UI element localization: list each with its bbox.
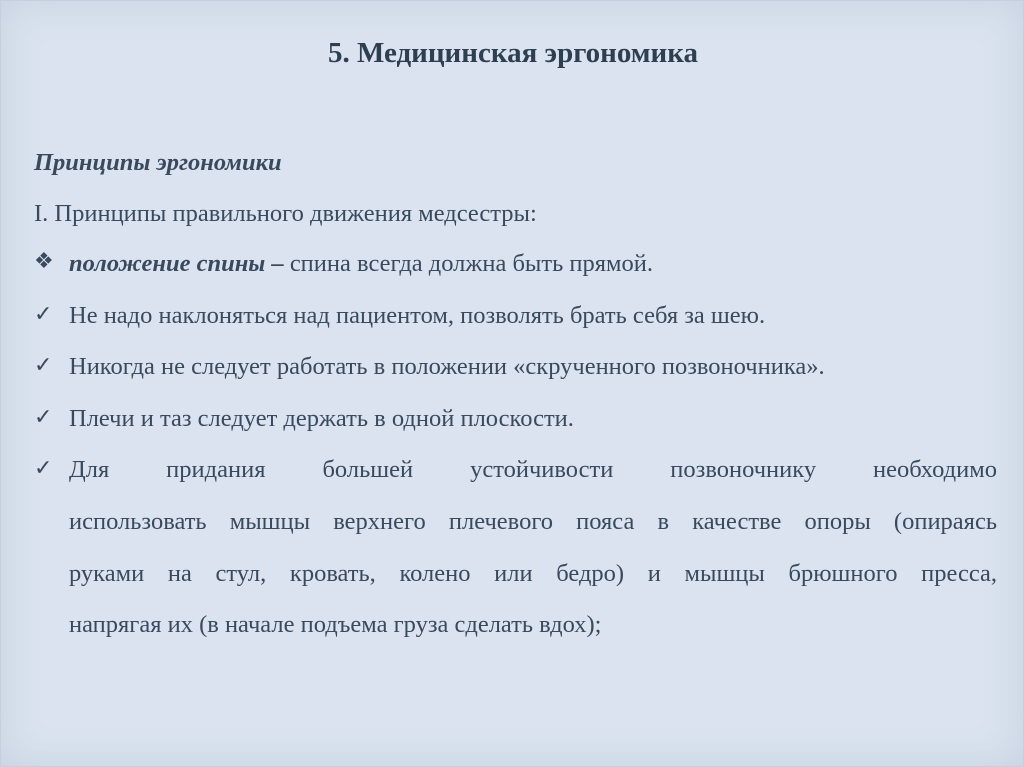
term-dash: – <box>265 250 290 277</box>
list-item-back-position <box>69 250 653 278</box>
list-item: Никогда не следует работать в положении «скрученного позвоночника». <box>69 353 825 380</box>
paragraph-line: руками на стул, кровать, колено или бедро) и мышцы брюшного пресса, <box>69 560 997 587</box>
section-heading: I. Принципы правильного движения медсестры: <box>34 200 537 227</box>
slide-title: 5. Медицинская эргономика <box>327 37 699 69</box>
paragraph-line: напрягая их (в начале подъема груза сделать вдох); <box>69 611 602 638</box>
check-bullet-icon: ✓ <box>34 404 53 429</box>
paragraph-line: использовать мышцы верхнего плечевого пояса в качестве опоры (опираясь <box>69 508 997 535</box>
term-back-position: положение спины <box>69 250 266 277</box>
list-item: Не надо наклоняться над пациентом, позволять брать себя за шею. <box>69 302 766 329</box>
check-bullet-icon: ✓ <box>34 352 53 377</box>
diamond-bullet-icon: ❖ <box>34 248 54 273</box>
list-item: Плечи и таз следует держать в одной плоскости. <box>69 405 574 432</box>
check-bullet-icon: ✓ <box>34 455 53 480</box>
subheading: Принципы эргономики <box>34 149 282 176</box>
check-bullet-icon: ✓ <box>34 301 53 326</box>
paragraph-line: Для придания большей устойчивости позвоночнику необходимо <box>69 456 997 483</box>
term-description: спина всегда должна быть прямой. <box>289 250 653 277</box>
